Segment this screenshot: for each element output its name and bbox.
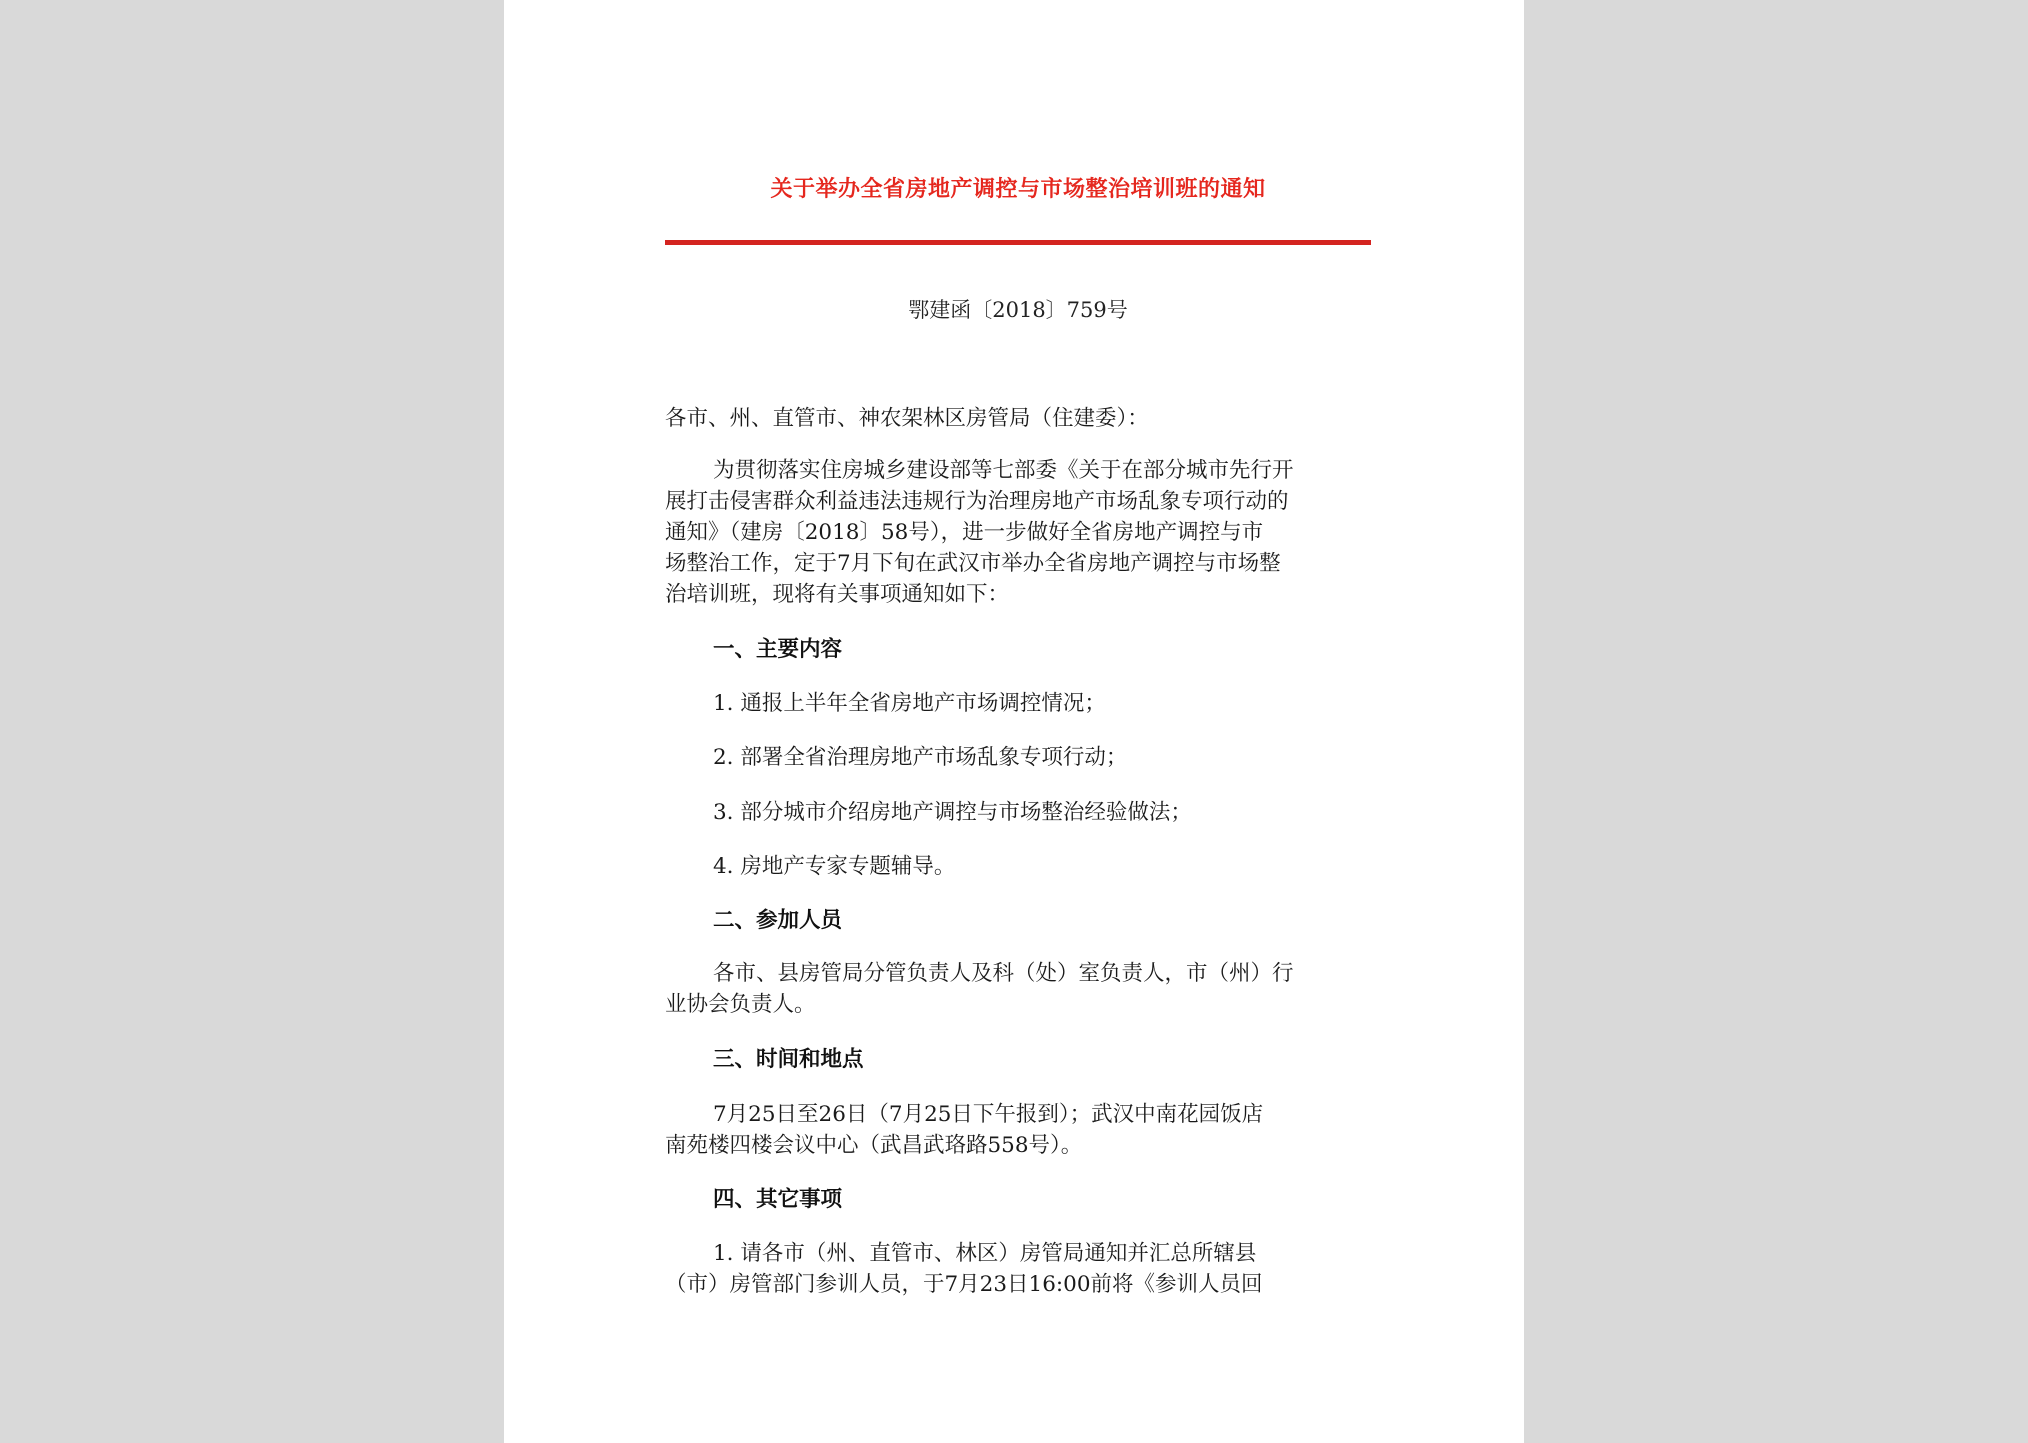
- list-item: 3. 部分城市介绍房地产调控与市场整治经验做法；: [713, 800, 1192, 825]
- section-heading-time-place: 三、时间和地点: [713, 1047, 864, 1072]
- document-title: 关于举办全省房地产调控与市场整治培训班的通知: [770, 176, 1266, 202]
- intro-line: 治培训班，现将有关事项通知如下：: [665, 582, 1010, 607]
- paragraph-line: 1. 请各市（州、直管市、林区）房管局通知并汇总所辖县: [713, 1241, 1257, 1266]
- red-header-rule: [665, 240, 1371, 245]
- document-page: [504, 0, 1524, 1443]
- section-heading-participants: 二、参加人员: [713, 908, 843, 933]
- paragraph-line: 7月25日至26日（7月25日下午报到）；武汉中南花园饭店: [713, 1102, 1264, 1127]
- list-item: 1. 通报上半年全省房地产市场调控情况；: [713, 691, 1106, 716]
- intro-line: 通知》（建房〔2018〕58号），进一步做好全省房地产调控与市: [665, 520, 1264, 545]
- paragraph-line: 各市、县房管局分管负责人及科（处）室负责人，市（州）行: [713, 961, 1294, 986]
- section-heading-main-content: 一、主要内容: [713, 637, 843, 662]
- paragraph-line: 南苑楼四楼会议中心（武昌武珞路558号）。: [665, 1133, 1083, 1158]
- section-heading-other-matters: 四、其它事项: [713, 1187, 843, 1212]
- salutation: 各市、州、直管市、神农架林区房管局（住建委）：: [665, 406, 1149, 431]
- paragraph-line: 业协会负责人。: [665, 992, 816, 1017]
- intro-line: 展打击侵害群众利益违法违规行为治理房地产市场乱象专项行动的: [665, 489, 1289, 514]
- document-number: 鄂建函〔2018〕759号: [908, 298, 1128, 322]
- intro-line: 为贯彻落实住房城乡建设部等七部委《关于在部分城市先行开: [713, 458, 1294, 483]
- paragraph-line: （市）房管部门参训人员，于7月23日16:00前将《参训人员回: [665, 1272, 1263, 1297]
- list-item: 2. 部署全省治理房地产市场乱象专项行动；: [713, 745, 1128, 770]
- list-item: 4. 房地产专家专题辅导。: [713, 854, 956, 879]
- intro-line: 场整治工作，定于7月下旬在武汉市举办全省房地产调控与市场整: [665, 551, 1281, 576]
